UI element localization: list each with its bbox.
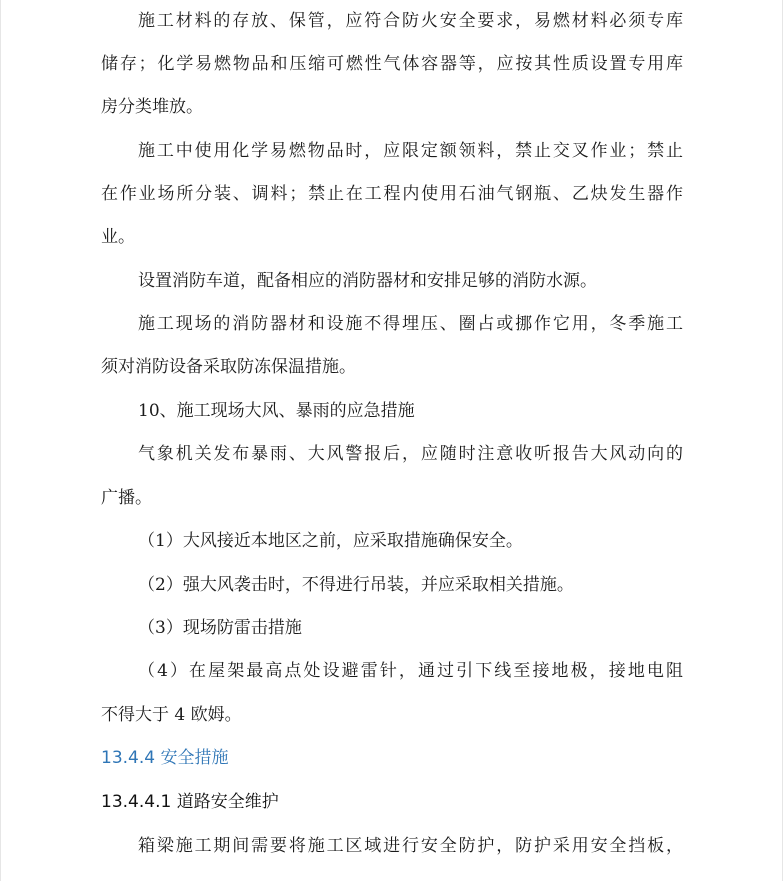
paragraph-line: 不得大于 4 欧姆。 (101, 705, 242, 725)
paragraph-line: 业。 (101, 227, 135, 247)
paragraph-line: 储存；化学易燃物品和压缩可燃性气体容器等，应按其性质设置专用库 (101, 54, 683, 74)
list-item: （4）在屋架最高点处设避雷针，通过引下线至接地极，接地电阻 (138, 661, 683, 681)
paragraph-line: 房分类堆放。 (101, 97, 203, 117)
list-item: （2）强大风袭击时，不得进行吊装，并应采取相关措施。 (138, 575, 574, 595)
paragraph-line: 气象机关发布暴雨、大风警报后，应随时注意收听报告大风动向的 (138, 444, 683, 464)
paragraph-line: 在作业场所分装、调料；禁止在工程内使用石油气钢瓶、乙炔发生器作 (101, 184, 683, 204)
paragraph-line: 施工中使用化学易燃物品时，应限定额领料，禁止交叉作业；禁止 (138, 141, 683, 161)
list-item: （1）大风接近本地区之前，应采取措施确保安全。 (138, 531, 523, 551)
list-item: （3）现场防雷击措施 (138, 618, 302, 638)
heading-level-3: 13.4.4 安全措施 (101, 748, 229, 768)
section-title: 10、施工现场大风、暴雨的应急措施 (138, 401, 415, 421)
paragraph-line: 设置消防车道，配备相应的消防器材和安排足够的消防水源。 (138, 271, 597, 291)
paragraph-line: 须对消防设备采取防冻保温措施。 (101, 357, 356, 377)
paragraph-line: 施工材料的存放、保管，应符合防火安全要求，易燃材料必须专库 (138, 11, 683, 31)
paragraph-line: 箱梁施工期间需要将施工区域进行安全防护，防护采用安全挡板， (138, 836, 683, 856)
heading-level-4: 13.4.4.1 道路安全维护 (101, 792, 279, 812)
paragraph-line: 施工现场的消防器材和设施不得埋压、圈占或挪作它用，冬季施工 (138, 314, 683, 334)
paragraph-line: 广播。 (101, 488, 152, 508)
